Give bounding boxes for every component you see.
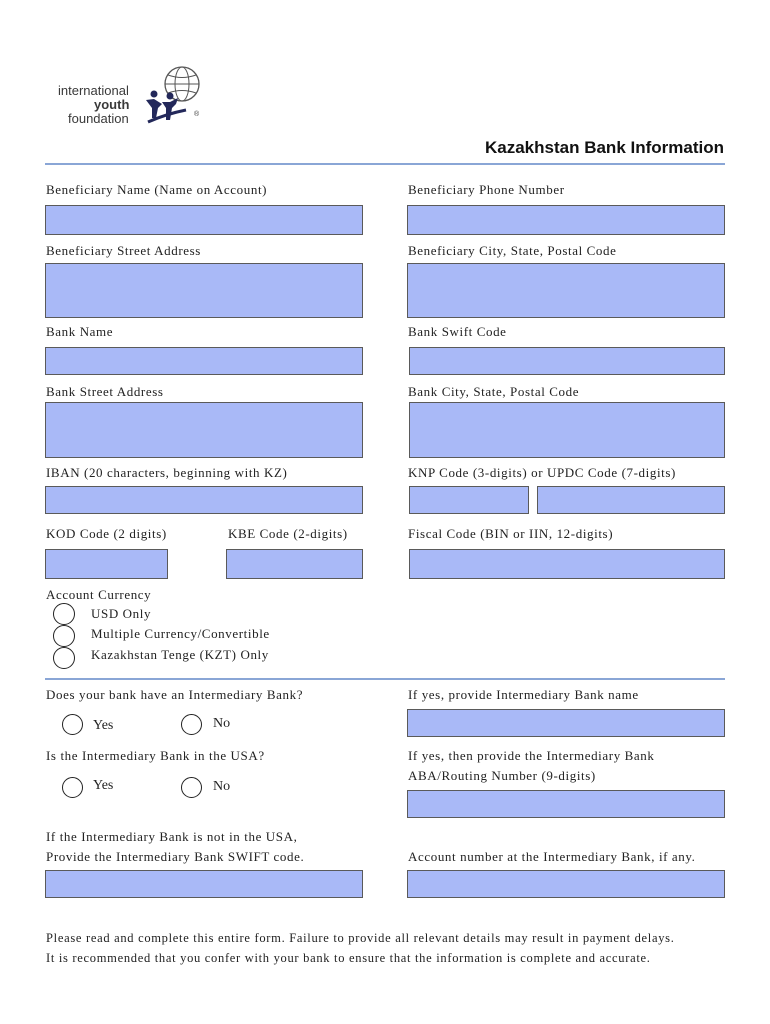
beneficiary-street-label: Beneficiary Street Address (46, 243, 201, 258)
usa-no-radio[interactable] (181, 777, 202, 798)
section-divider (45, 678, 725, 680)
knp-label: KNP Code (3-digits) or UPDC Code (7-digits) (408, 465, 676, 480)
intermediary-question-label: Does your bank have an Intermediary Bank? (46, 687, 304, 702)
aba-label-line1: If yes, then provide the Intermediary Bank (408, 748, 655, 763)
intermediary-name-field[interactable] (407, 709, 725, 737)
beneficiary-city-field[interactable] (407, 263, 725, 318)
logo-line-foundation: foundation (68, 111, 129, 126)
instruction-note-1: Please read and complete this entire form. Failure to provide all relevant details may result in payment delays. (46, 931, 675, 945)
kbe-label: KBE Code (2-digits) (228, 526, 348, 541)
bank-city-field[interactable] (409, 402, 725, 458)
usa-no-label: No (213, 779, 231, 794)
logo-trademark: ® (194, 111, 200, 118)
bank-name-label: Bank Name (46, 324, 114, 339)
intermediary-no-label: No (213, 716, 231, 731)
aba-label-line2: ABA/Routing Number (9-digits) (408, 768, 596, 783)
swift-label-line1: If the Intermediary Bank is not in the USA, (46, 829, 298, 844)
intermediary-account-field[interactable] (407, 870, 725, 898)
beneficiary-name-label: Beneficiary Name (Name on Account) (46, 182, 268, 197)
currency-kzt-label: Kazakhstan Tenge (KZT) Only (91, 647, 269, 662)
bank-street-label: Bank Street Address (46, 384, 164, 399)
usa-question-label: Is the Intermediary Bank in the USA? (46, 748, 265, 763)
updc-field[interactable] (537, 486, 725, 514)
instruction-note-2: It is recommended that you confer with your bank to ensure that the information is complete and accurate. (46, 951, 651, 965)
account-number-label: Account number at the Intermediary Bank, if any. (408, 849, 696, 864)
swift-label-line2: Provide the Intermediary Bank SWIFT code. (46, 849, 305, 864)
currency-multiple-radio[interactable] (53, 625, 75, 647)
bank-swift-field[interactable] (409, 347, 725, 375)
intermediary-yes-label: Yes (93, 718, 114, 733)
iban-label: IBAN (20 characters, beginning with KZ) (46, 465, 288, 480)
intermediary-name-label: If yes, provide Intermediary Bank name (408, 687, 639, 702)
beneficiary-name-field[interactable] (45, 205, 363, 235)
usa-yes-radio[interactable] (62, 777, 83, 798)
bank-street-field[interactable] (45, 402, 363, 458)
logo-line-youth: youth (94, 97, 130, 112)
currency-label: Account Currency (46, 587, 152, 602)
currency-usd-radio[interactable] (53, 603, 75, 625)
currency-usd-label: USD Only (91, 606, 152, 621)
kbe-field[interactable] (226, 549, 363, 579)
intermediary-swift-field[interactable] (45, 870, 363, 898)
fiscal-field[interactable] (409, 549, 725, 579)
logo (58, 64, 208, 134)
bank-name-field[interactable] (45, 347, 363, 375)
beneficiary-city-label: Beneficiary City, State, Postal Code (408, 243, 617, 258)
bank-city-label: Bank City, State, Postal Code (408, 384, 580, 399)
kod-label: KOD Code (2 digits) (46, 526, 167, 541)
bank-swift-label: Bank Swift Code (408, 324, 507, 339)
intermediary-yes-radio[interactable] (62, 714, 83, 735)
iban-field[interactable] (45, 486, 363, 514)
fiscal-label: Fiscal Code (BIN or IIN, 12-digits) (408, 526, 614, 541)
title-divider (45, 163, 725, 165)
knp-field[interactable] (409, 486, 529, 514)
beneficiary-phone-field[interactable] (407, 205, 725, 235)
beneficiary-phone-label: Beneficiary Phone Number (408, 182, 565, 197)
kod-field[interactable] (45, 549, 168, 579)
currency-kzt-radio[interactable] (53, 647, 75, 669)
page-title: Kazakhstan Bank Information (485, 138, 724, 157)
logo-line-international: international (58, 83, 129, 98)
aba-routing-field[interactable] (407, 790, 725, 818)
currency-multiple-label: Multiple Currency/Convertible (91, 626, 270, 641)
beneficiary-street-field[interactable] (45, 263, 363, 318)
usa-yes-label: Yes (93, 778, 114, 793)
intermediary-no-radio[interactable] (181, 714, 202, 735)
